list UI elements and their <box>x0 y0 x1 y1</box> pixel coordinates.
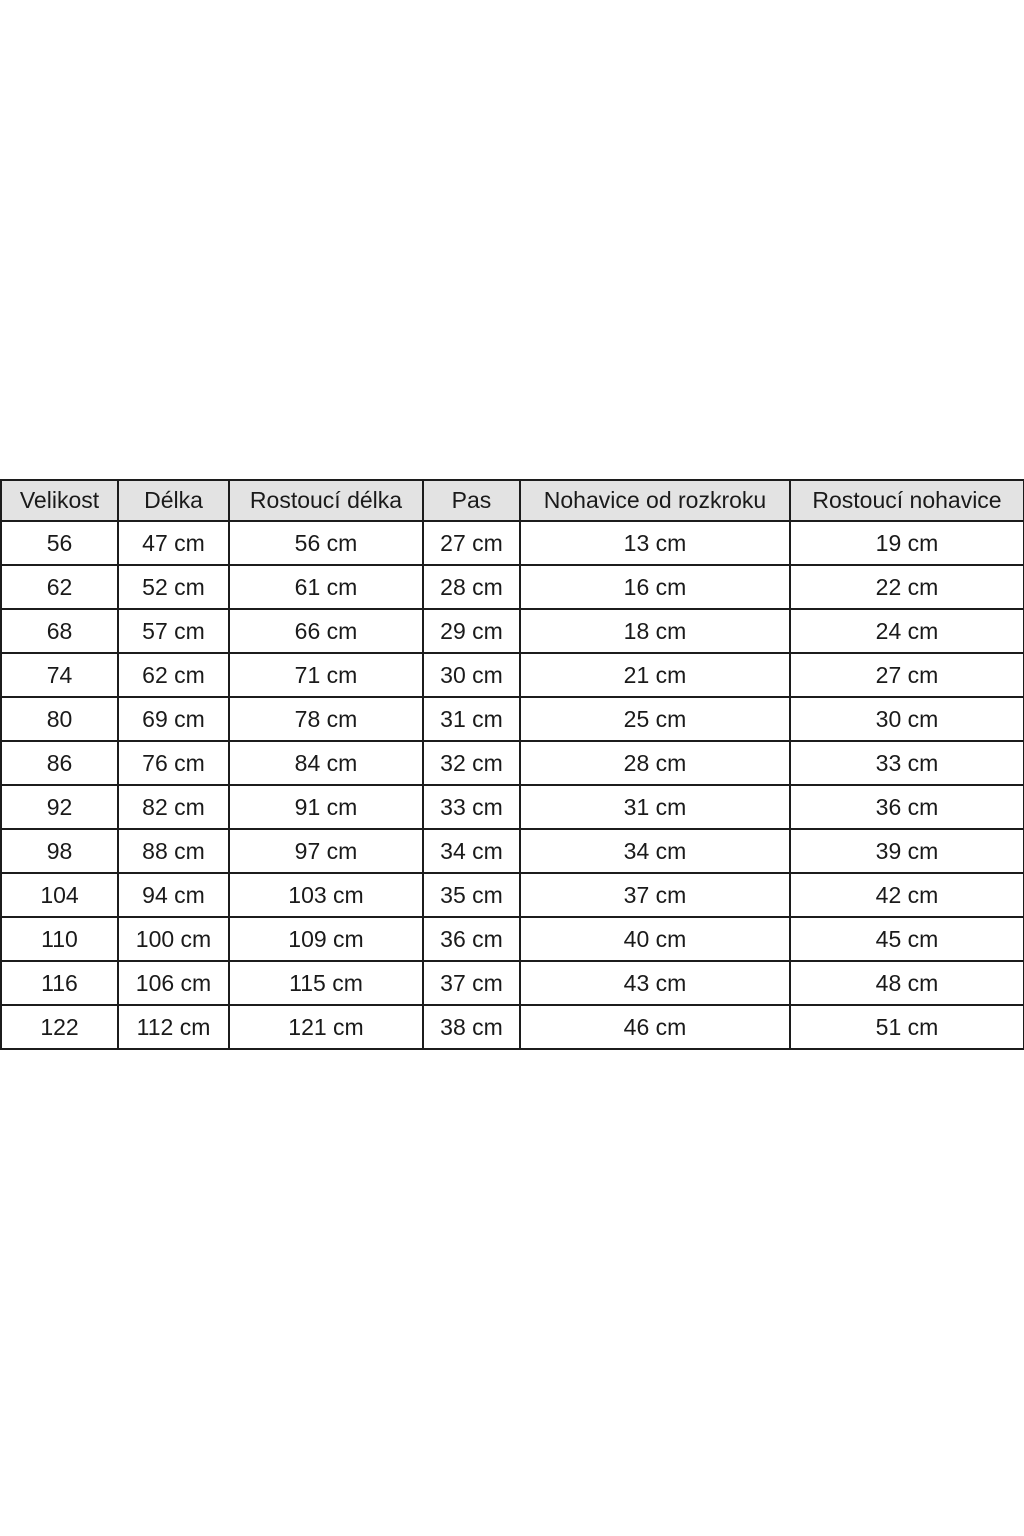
cell-delka: 57 cm <box>118 609 229 653</box>
header-rostouci-nohavice: Rostoucí nohavice <box>790 480 1024 521</box>
cell-nohavice-od-rozkroku: 13 cm <box>520 521 790 565</box>
cell-rostouci-delka: 56 cm <box>229 521 423 565</box>
header-pas: Pas <box>423 480 520 521</box>
cell-pas: 35 cm <box>423 873 520 917</box>
cell-rostouci-delka: 84 cm <box>229 741 423 785</box>
cell-rostouci-delka: 109 cm <box>229 917 423 961</box>
table-header <box>1 480 1024 521</box>
cell-pas: 37 cm <box>423 961 520 1005</box>
cell-velikost: 98 <box>1 829 118 873</box>
cell-nohavice-od-rozkroku: 40 cm <box>520 917 790 961</box>
cell-rostouci-nohavice: 30 cm <box>790 697 1024 741</box>
cell-nohavice-od-rozkroku: 43 cm <box>520 961 790 1005</box>
cell-rostouci-delka: 91 cm <box>229 785 423 829</box>
cell-pas: 30 cm <box>423 653 520 697</box>
cell-velikost: 80 <box>1 697 118 741</box>
cell-delka: 88 cm <box>118 829 229 873</box>
cell-rostouci-delka: 61 cm <box>229 565 423 609</box>
cell-nohavice-od-rozkroku: 46 cm <box>520 1005 790 1049</box>
cell-delka: 112 cm <box>118 1005 229 1049</box>
cell-rostouci-nohavice: 48 cm <box>790 961 1024 1005</box>
cell-nohavice-od-rozkroku: 31 cm <box>520 785 790 829</box>
cell-rostouci-delka: 97 cm <box>229 829 423 873</box>
cell-delka: 52 cm <box>118 565 229 609</box>
cell-delka: 106 cm <box>118 961 229 1005</box>
cell-delka: 94 cm <box>118 873 229 917</box>
cell-nohavice-od-rozkroku: 18 cm <box>520 609 790 653</box>
cell-velikost: 86 <box>1 741 118 785</box>
cell-velikost: 92 <box>1 785 118 829</box>
cell-nohavice-od-rozkroku: 34 cm <box>520 829 790 873</box>
cell-rostouci-nohavice: 39 cm <box>790 829 1024 873</box>
size-chart-table <box>0 479 1024 1050</box>
table-body <box>1 521 1024 1049</box>
cell-pas: 34 cm <box>423 829 520 873</box>
cell-velikost: 116 <box>1 961 118 1005</box>
cell-pas: 31 cm <box>423 697 520 741</box>
table-row <box>1 917 1024 961</box>
cell-pas: 29 cm <box>423 609 520 653</box>
cell-velikost: 56 <box>1 521 118 565</box>
cell-nohavice-od-rozkroku: 25 cm <box>520 697 790 741</box>
table-row <box>1 565 1024 609</box>
cell-velikost: 62 <box>1 565 118 609</box>
header-velikost: Velikost <box>1 480 118 521</box>
cell-pas: 36 cm <box>423 917 520 961</box>
cell-rostouci-nohavice: 27 cm <box>790 653 1024 697</box>
cell-nohavice-od-rozkroku: 28 cm <box>520 741 790 785</box>
table-row <box>1 961 1024 1005</box>
cell-rostouci-nohavice: 36 cm <box>790 785 1024 829</box>
cell-pas: 27 cm <box>423 521 520 565</box>
table-row <box>1 697 1024 741</box>
cell-rostouci-delka: 71 cm <box>229 653 423 697</box>
cell-rostouci-delka: 78 cm <box>229 697 423 741</box>
cell-rostouci-nohavice: 22 cm <box>790 565 1024 609</box>
cell-pas: 33 cm <box>423 785 520 829</box>
cell-delka: 76 cm <box>118 741 229 785</box>
header-nohavice-od-rozkroku: Nohavice od rozkroku <box>520 480 790 521</box>
cell-nohavice-od-rozkroku: 16 cm <box>520 565 790 609</box>
table-row <box>1 653 1024 697</box>
cell-delka: 100 cm <box>118 917 229 961</box>
cell-delka: 82 cm <box>118 785 229 829</box>
table-row <box>1 785 1024 829</box>
cell-rostouci-delka: 115 cm <box>229 961 423 1005</box>
cell-rostouci-nohavice: 24 cm <box>790 609 1024 653</box>
table-row <box>1 1005 1024 1049</box>
header-delka: Délka <box>118 480 229 521</box>
cell-nohavice-od-rozkroku: 21 cm <box>520 653 790 697</box>
cell-rostouci-delka: 103 cm <box>229 873 423 917</box>
cell-velikost: 122 <box>1 1005 118 1049</box>
cell-pas: 28 cm <box>423 565 520 609</box>
cell-velikost: 110 <box>1 917 118 961</box>
table-row <box>1 873 1024 917</box>
table-row <box>1 609 1024 653</box>
cell-rostouci-delka: 66 cm <box>229 609 423 653</box>
cell-velikost: 68 <box>1 609 118 653</box>
cell-rostouci-nohavice: 45 cm <box>790 917 1024 961</box>
header-rostouci-delka: Rostoucí délka <box>229 480 423 521</box>
table-row <box>1 741 1024 785</box>
cell-delka: 47 cm <box>118 521 229 565</box>
cell-rostouci-nohavice: 33 cm <box>790 741 1024 785</box>
cell-pas: 38 cm <box>423 1005 520 1049</box>
cell-delka: 69 cm <box>118 697 229 741</box>
header-row <box>1 480 1024 521</box>
cell-rostouci-nohavice: 19 cm <box>790 521 1024 565</box>
cell-rostouci-nohavice: 51 cm <box>790 1005 1024 1049</box>
cell-rostouci-nohavice: 42 cm <box>790 873 1024 917</box>
cell-velikost: 74 <box>1 653 118 697</box>
cell-rostouci-delka: 121 cm <box>229 1005 423 1049</box>
cell-delka: 62 cm <box>118 653 229 697</box>
table-row <box>1 521 1024 565</box>
cell-pas: 32 cm <box>423 741 520 785</box>
table-row <box>1 829 1024 873</box>
cell-nohavice-od-rozkroku: 37 cm <box>520 873 790 917</box>
cell-velikost: 104 <box>1 873 118 917</box>
